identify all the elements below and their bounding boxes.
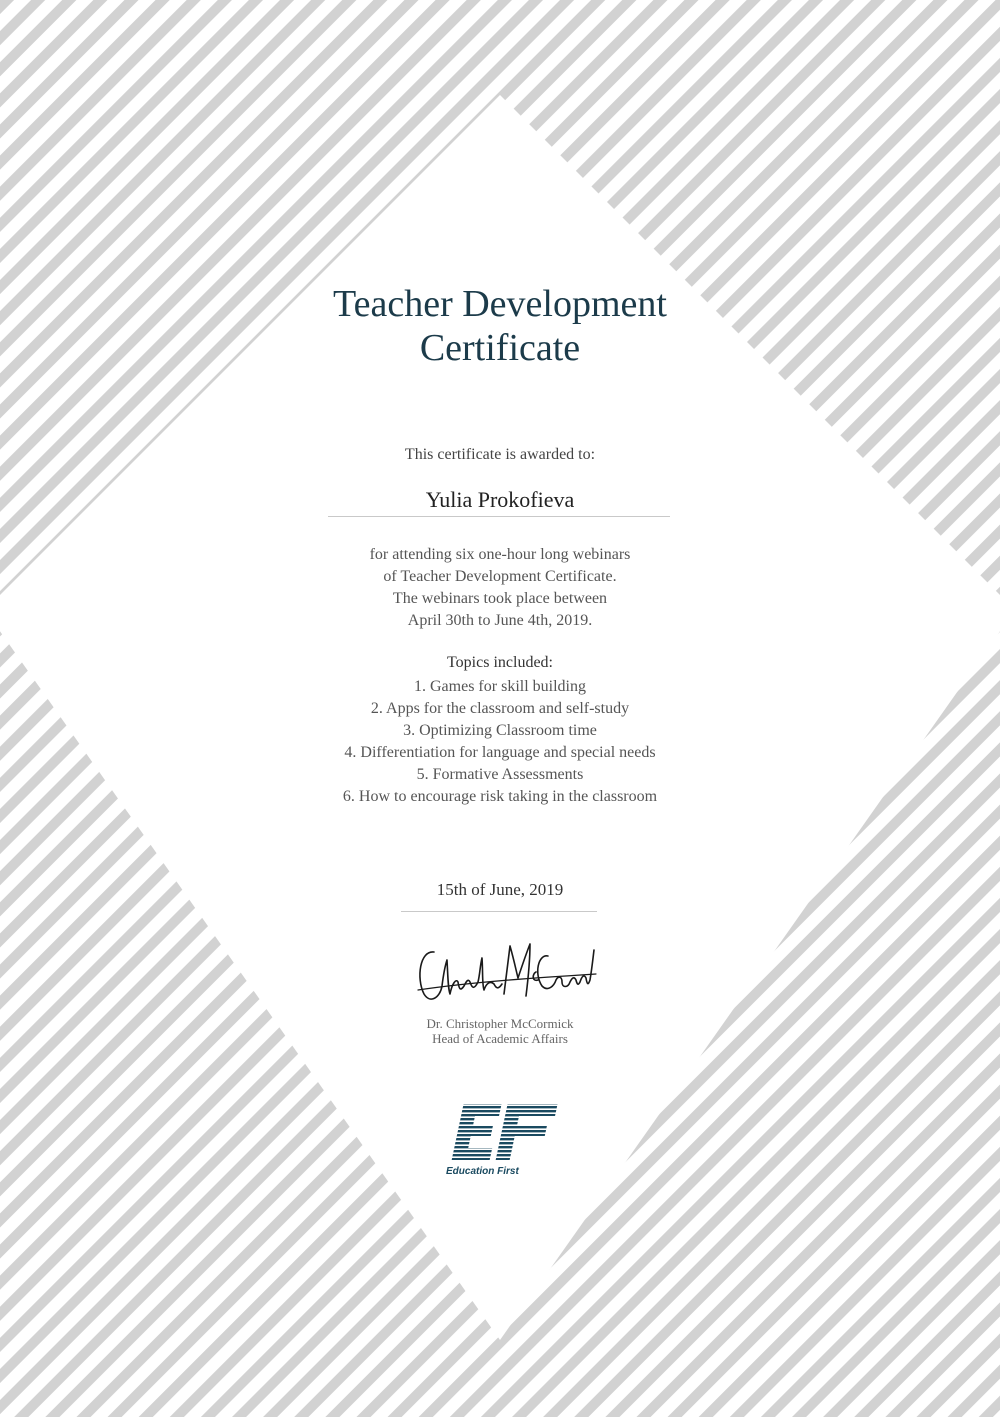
- recipient-underline: [328, 516, 670, 517]
- topic-item: 4. Differentiation for language and special needs: [344, 744, 656, 761]
- certificate-title: [0, 282, 1000, 370]
- date-underline: [401, 911, 597, 912]
- signature-image: [412, 938, 598, 1008]
- topic-item: 6. How to encourage risk taking in the classroom: [342, 788, 658, 805]
- topic-item: 3. Optimizing Classroom time: [403, 722, 597, 739]
- svg-text:Education First: Education First: [446, 1166, 519, 1177]
- ef-logo-icon: [442, 1102, 558, 1178]
- description-line-1: for attending six one-hour long webinars: [369, 546, 631, 563]
- topics-heading: Topics included:: [447, 654, 553, 671]
- certificate-description: [0, 544, 1000, 632]
- description-line-4: April 30th to June 4th, 2019.: [407, 612, 593, 629]
- recipient-name: Yulia Prokofieva: [425, 487, 575, 512]
- title-line-2: Certificate: [419, 327, 581, 369]
- title-line-1: Teacher Development: [333, 283, 667, 325]
- topic-item: 5. Formative Assessments: [416, 766, 584, 783]
- description-line-2: of Teacher Development Certificate.: [383, 568, 617, 585]
- signer-block: [0, 1016, 1000, 1046]
- description-line-3: The webinars took place between: [392, 590, 608, 607]
- signer-name: Dr. Christopher McCormick: [426, 1016, 574, 1031]
- certificate-date: 15th of June, 2019: [436, 880, 564, 899]
- topic-item: 2. Apps for the classroom and self-study: [370, 700, 630, 717]
- signer-role: Head of Academic Affairs: [432, 1031, 568, 1046]
- awarded-to-text: This certificate is awarded to:: [404, 446, 596, 463]
- topics-list: [0, 676, 1000, 808]
- topic-item: 1. Games for skill building: [414, 678, 586, 695]
